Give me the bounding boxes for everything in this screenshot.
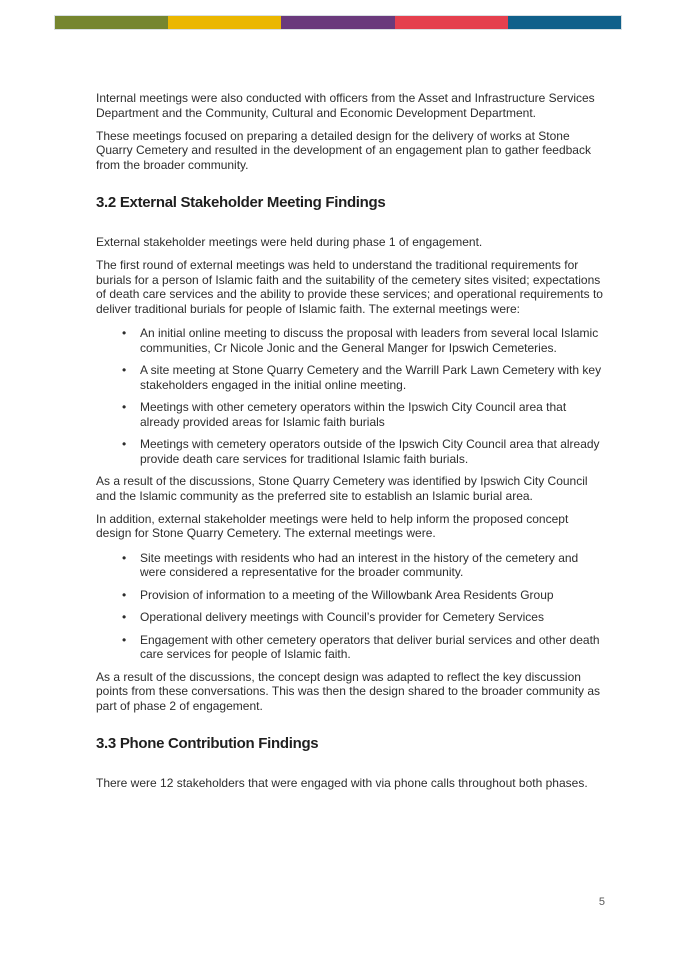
bullet-text: Operational delivery meetings with Council’s provider for Cemetery Services [140,610,544,624]
bullet-icon: • [122,610,127,624]
bullet-text: Meetings with other cemetery operators within the Ipswich City Council area that already provided areas for Islamic faith burials [140,400,567,429]
purple-segment [281,16,394,29]
list-item [96,400,603,429]
bullet-icon: • [122,550,127,565]
bullet-text: Engagement with other cemetery operators that deliver burial services and other death care services for people of Islamic faith. [140,632,600,661]
red-segment [395,16,508,29]
brand-color-bar [54,15,622,30]
paragraph-concept-design: As a result of the discussions, the concept design was adapted to reflect the key discussion points from these conversations. This was then the design shared to the broader community as part of phase 2 of engagement. [96,669,601,713]
list-item [96,551,603,580]
paragraph-result-discussions: As a result of the discussions, Stone Quarry Cemetery was identified by Ipswich City Council and the Islamic community as the preferred site to establish an Islamic burial area. [96,474,588,503]
bullet-text: Site meetings with residents who had an interest in the history of the cemetery and were considered a representative for the broader community. [140,550,579,579]
list-item [96,633,603,662]
section-heading-3-2: 3.2 External Stakeholder Meeting Findings [96,194,386,211]
bullet-list-phase2 [96,551,603,662]
page-number: 5 [598,896,605,908]
paragraph-internal-meetings: Internal meetings were also conducted with officers from the Asset and Infrastructure Services Department and the Community, Cultural and Economic Development Department. [96,91,595,120]
section-heading-3-3: 3.3 Phone Contribution Findings [96,735,319,752]
paragraph-phone: There were 12 stakeholders that were engaged with via phone calls throughout both phases. [96,776,588,790]
paragraph-in-addition: In addition, external stakeholder meetings were held to help inform the proposed concept design for Stone Quarry Cemetery. The external meetings were. [96,511,569,540]
bullet-icon: • [122,400,127,414]
bullet-icon: • [122,437,127,451]
list-item [96,588,603,603]
bullet-icon: • [122,326,127,340]
document-body [96,91,603,799]
paragraph-first-round: The first round of external meetings was held to understand the traditional requirements for burials for a person of Islamic faith and the suitability of the cemetery sites visited; expectations of death care services and the ability to provide these services; and operational requirements to deliver traditional burials for people of Islamic faith. The external meetings were: [96,258,603,316]
olive-segment [55,16,168,29]
gold-segment [168,16,281,29]
bullet-text: A site meeting at Stone Quarry Cemetery and the Warrill Park Lawn Cemetery with key stakeholders engaged in the initial online meeting. [140,363,602,392]
blue-segment [508,16,621,29]
paragraph-these-meetings: These meetings focused on preparing a detailed design for the delivery of works at Stone Quarry Cemetery and resulted in the development of an engagement plan to gather feedback from the broader community. [96,128,591,172]
bullet-text: Provision of information to a meeting of the Willowbank Area Residents Group [140,587,554,602]
bullet-icon: • [122,632,127,647]
bullet-list-phase1 [96,326,603,466]
paragraph-external-meetings: External stakeholder meetings were held during phase 1 of engagement. [96,235,483,249]
list-item [96,326,603,355]
bullet-icon: • [122,363,127,377]
list-item [96,363,603,392]
list-item [96,610,603,625]
list-item [96,437,603,466]
bullet-icon: • [122,587,127,602]
bullet-text: Meetings with cemetery operators outside of the Ipswich City Council area that already provide death care services for traditional Islamic faith burials. [140,437,600,466]
bullet-text: An initial online meeting to discuss the proposal with leaders from several local Islamic communities, Cr Nicole Jonic and the General Manger for Ipswich Cemeteries. [140,326,599,355]
